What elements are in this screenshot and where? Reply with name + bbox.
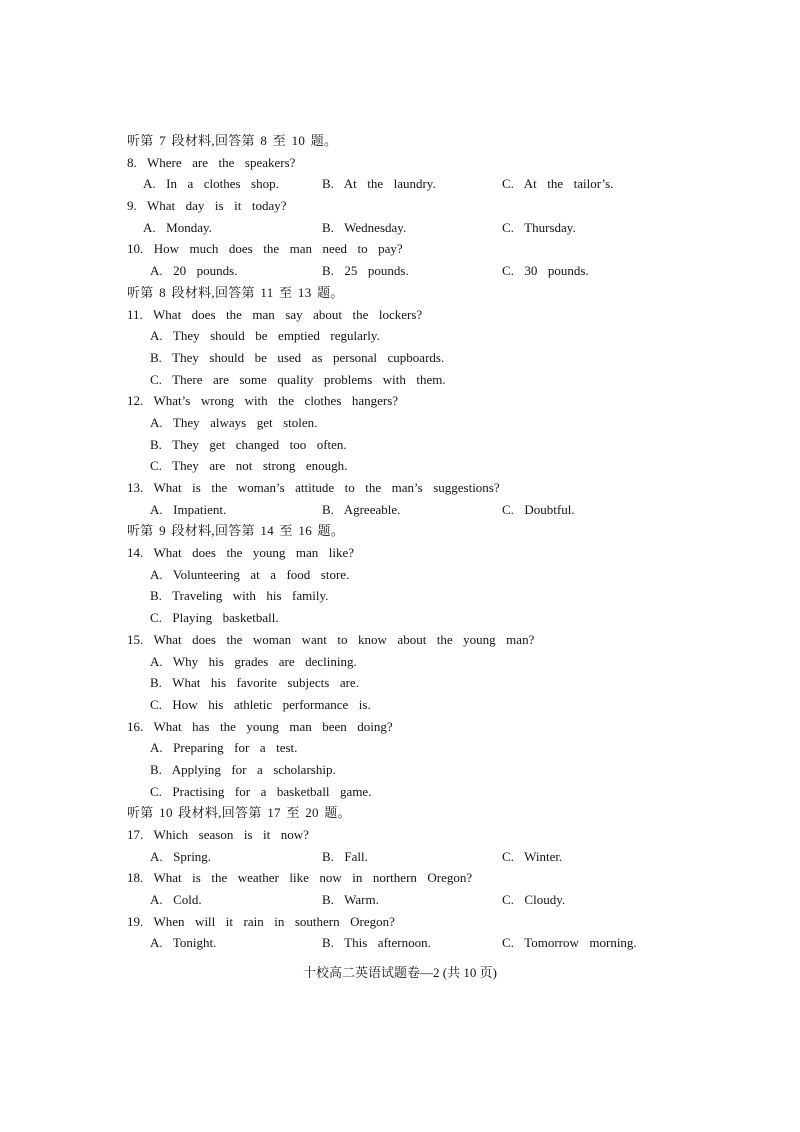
option-15a: A. Why his grades are declining.: [150, 653, 357, 669]
options-17: [127, 846, 687, 868]
option-19b: B. This afternoon.: [322, 935, 431, 951]
option-14a: A. Volunteering at a food store.: [150, 566, 350, 582]
option-15b: B. What his favorite subjects are.: [150, 675, 359, 691]
option-8b: B. At the laundry.: [322, 176, 436, 192]
question-12: 12. What’s wrong with the clothes hangers?: [127, 393, 399, 409]
option-10c: C. 30 pounds.: [502, 263, 589, 279]
option-18b: B. Warm.: [322, 892, 379, 908]
option-11a: A. They should be emptied regularly.: [150, 328, 380, 344]
page-footer: 十校高二英语试题卷—2 (共 10 页): [303, 965, 497, 980]
question-19: 19. When will it rain in southern Oregon?: [127, 913, 395, 929]
options-8: [127, 173, 687, 195]
section-header-7: 听第 7 段材料,回答第 8 至 10 题。: [127, 133, 338, 148]
option-16c: C. Practising for a basketball game.: [150, 783, 372, 799]
option-13a: A. Impatient.: [150, 501, 227, 517]
option-11c: C. There are some quality problems with them.: [150, 371, 446, 387]
option-10b: B. 25 pounds.: [322, 263, 409, 279]
option-12a: A. They always get stolen.: [150, 414, 318, 430]
option-15c: C. How his athletic performance is.: [150, 696, 371, 712]
question-15: 15. What does the woman want to know about the young man?: [127, 631, 535, 647]
question-11: 11. What does the man say about the lockers?: [127, 306, 423, 322]
section-header-10: 听第 10 段材料,回答第 17 至 20 题。: [127, 805, 351, 821]
option-12c: C. They are not strong enough.: [150, 458, 348, 474]
question-9: 9. What day is it today?: [127, 198, 287, 214]
listening-section: [127, 130, 687, 954]
question-16: 16. What has the young man been doing?: [127, 718, 393, 734]
option-18c: C. Cloudy.: [502, 892, 566, 908]
option-18a: A. Cold.: [150, 892, 202, 908]
option-17a: A. Spring.: [150, 848, 212, 864]
option-14b: B. Traveling with his family.: [150, 588, 329, 604]
options-13: [127, 499, 687, 521]
option-16a: A. Preparing for a test.: [150, 740, 298, 756]
option-12b: B. They get changed too often.: [150, 436, 347, 452]
options-10: [127, 260, 687, 282]
option-17c: C. Winter.: [502, 848, 563, 864]
option-16b: B. Applying for a scholarship.: [150, 761, 336, 777]
question-17: 17. Which season is it now?: [127, 827, 309, 842]
question-14: 14. What does the young man like?: [127, 545, 355, 561]
option-11b: B. They should be used as personal cupboards.: [150, 349, 445, 365]
option-8a: A. In a clothes shop.: [143, 176, 279, 192]
option-13c: C. Doubtful.: [502, 501, 575, 517]
option-9c: C. Thursday.: [502, 219, 576, 235]
option-9b: B. Wednesday.: [322, 219, 407, 235]
option-9a: A. Monday.: [143, 219, 212, 235]
option-17b: B. Fall.: [322, 848, 368, 864]
section-header-9: 听第 9 段材料,回答第 14 至 16 题。: [127, 523, 345, 539]
question-8: 8. Where are the speakers?: [127, 154, 296, 170]
option-8c: C. At the tailor’s.: [502, 176, 614, 192]
option-10a: A. 20 pounds.: [150, 263, 238, 279]
section-header-8: 听第 8 段材料,回答第 11 至 13 题。: [127, 284, 344, 300]
options-9: [127, 217, 687, 239]
question-18: 18. What is the weather like now in northern Oregon?: [127, 870, 473, 886]
question-10: 10. How much does the man need to pay?: [127, 241, 403, 257]
options-19: [127, 932, 687, 954]
option-14c: C. Playing basketball.: [150, 610, 279, 626]
question-13: 13. What is the woman’s attitude to the man’s suggestions?: [127, 480, 500, 495]
options-18: [127, 889, 687, 911]
option-19c: C. Tomorrow morning.: [502, 935, 637, 951]
option-13b: B. Agreeable.: [322, 501, 401, 517]
option-19a: A. Tonight.: [150, 935, 217, 951]
